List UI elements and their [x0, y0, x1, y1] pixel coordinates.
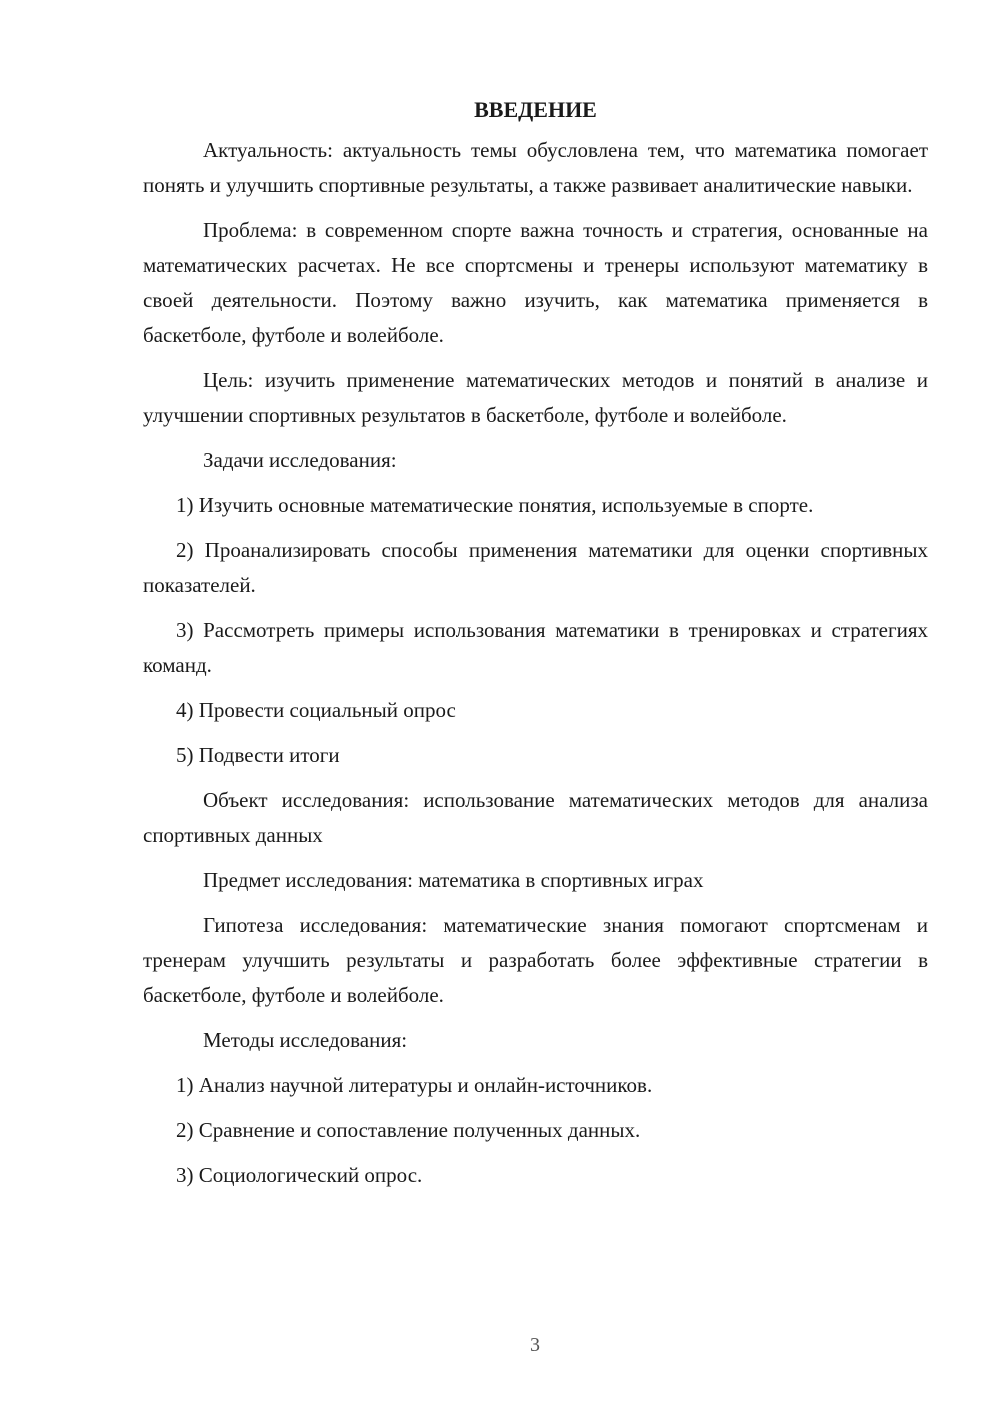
paragraph-goal: Цель: изучить применение математических методов и понятий в анализе и улучшении спортивных результатов в баскетболе, футболе и волейболе.: [143, 368, 928, 427]
tasks-heading: Задачи исследования:: [203, 448, 397, 472]
paragraph-object: Объект исследования: использование математических методов для анализа спортивных данных: [143, 788, 928, 847]
paragraph-problem: Проблема: в современном спорте важна точность и стратегия, основанные на математических расчетах. Не все спортсмены и тренеры используют математику в своей деятельности. Поэтому важно изучить, как математика применяется в баскетболе, футболе и волейболе.: [143, 218, 928, 347]
paragraph-subject: Предмет исследования: математика в спортивных играх: [203, 868, 704, 892]
method-item: 3) Социологический опрос.: [176, 1163, 423, 1187]
task-item: 2) Проанализировать способы применения математики для оценки спортивных показателей.: [143, 538, 928, 597]
paragraph-relevance: Актуальность: актуальность темы обусловлена тем, что математика помогает понять и улучшить спортивные результаты, а также развивает аналитические навыки.: [143, 138, 928, 197]
method-item: 1) Анализ научной литературы и онлайн-источников.: [176, 1073, 653, 1097]
task-item: 3) Рассмотреть примеры использования математики в тренировках и стратегиях команд.: [143, 618, 928, 677]
task-item: 4) Провести социальный опрос: [176, 698, 456, 722]
method-item: 2) Сравнение и сопоставление полученных данных.: [176, 1118, 641, 1142]
section-title: ВВЕДЕНИЕ: [474, 97, 597, 122]
methods-heading: Методы исследования:: [203, 1028, 408, 1052]
page-number: 3: [530, 1334, 540, 1356]
task-item: 1) Изучить основные математические понятия, используемые в спорте.: [176, 493, 814, 517]
task-item: 5) Подвести итоги: [176, 743, 340, 767]
page-content: [143, 93, 928, 1203]
paragraph-hypothesis: Гипотеза исследования: математические знания помогают спортсменам и тренерам улучшить результаты и разработать более эффективные стратегии в баскетболе, футболе и волейболе.: [143, 913, 928, 1007]
